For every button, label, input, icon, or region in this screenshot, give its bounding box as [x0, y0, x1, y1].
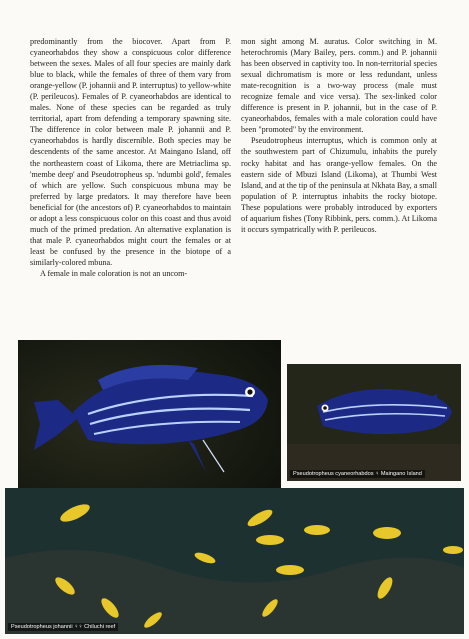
fish-illustration [287, 364, 461, 481]
text-column-right [241, 36, 437, 235]
paragraph: mon sight among M. auratus. Color switching in M. heterochromis (Mary Bailey, pers. comm.) and P. johannii has been observed in captivity too. In non-territorial species sexual dichromatism is more or less redundant, unless mate-recognition is a two-way process (male must recognize female and vice versa). The sex-linked color difference is present in P. johannii, but in the case of P. cyaneorhabdos, females with a male coloration could have been "promoted" by the environment. [241, 37, 437, 135]
paragraph: Pseudotropheus interruptus, which is common only at the southwestern part of Chizumulu, inhabits the purely rocky habitat and has orange-yellow females. On the eastern side of Mbuzi Island (Likoma), at Thumbi West Island, and at the tip of the peninsula at Nkhata Bay, a small population of P. interruptus inhabits the rocky biotope. These populations were probably introduced by exporters of aquarium fishes (Tony Ribbink, pers. comm.). At Likoma it occurs sympatrically with P. perileucos. [241, 136, 437, 234]
photo-male-cyaneorhabdos [18, 340, 281, 502]
text-column-left [30, 36, 231, 279]
photo-caption: Pseudotropheus johannii ♀♀ Chiluchi reef [8, 623, 118, 631]
photo-caption: Pseudotropheus cyaneorhabdos ♀ Maingano Island [290, 470, 425, 478]
photo-johannii-females [5, 488, 464, 634]
fish-illustration [18, 340, 281, 502]
paragraph: A female in male coloration is not an uncom- [40, 268, 188, 278]
paragraph: predominantly from the biocover. Apart from P. cyaneorhabdos they show a conspicuous color difference between the sexes. Males of all four species are mainly dark blue to black, while the females of three of them vary from orange-yellow (P. johannii and P. interruptus) to yellow-white (P. perileucos). Females of P. cyaneorhabdos are identical to males. None of these species can be regarded as truly territorial, apart from defending a temporary spawning site. The difference in color between male P. johannii and P. cyaneorhabdos is hardly discernible. Both species may be descendents of the same ancestor. At Maingano Island, off the northeastern coast of Likoma, there are Metriaclima sp. 'membe deep' and Pseudotropheus sp. 'ndumbi gold', females of which are yellow. Such conspicuous mbuna may be preferred by large predators. It may therefore have been beneficial for (the ancestors of) P. cyaneorhabdos to maintain or adopt a less conspicuous color on this coast and thus avoid much of the primed predation. An alternative explanation is that male P. cyaneorhabdos might court the females or at least be confused by the presence in the biotope of a similarly-colored mbuna. [30, 37, 231, 267]
reef-illustration [5, 488, 464, 634]
photo-female-cyaneorhabdos [287, 364, 461, 481]
